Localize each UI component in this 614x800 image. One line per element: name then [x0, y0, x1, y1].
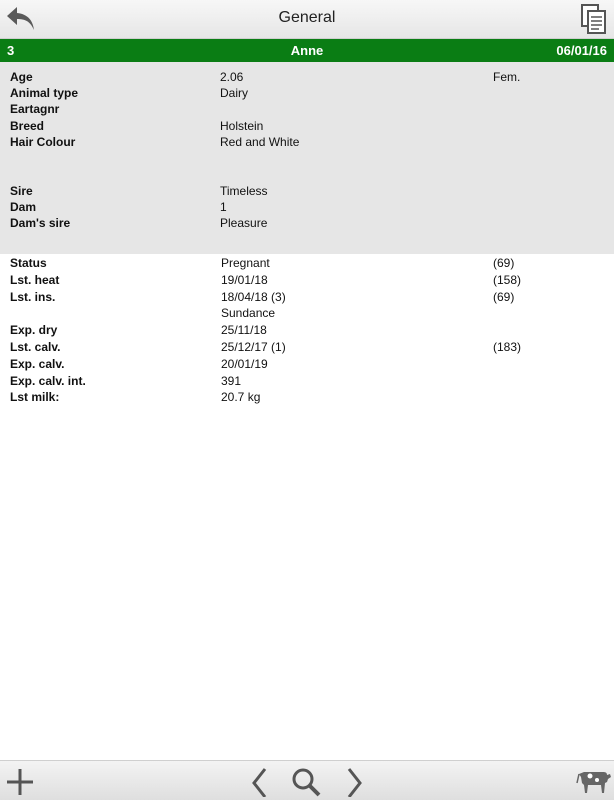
status-value: 391 — [221, 374, 242, 388]
info-label: Dam — [10, 200, 37, 214]
status-value: 20/01/19 — [221, 357, 268, 371]
info-value: Pleasure — [220, 216, 268, 230]
status-value: 19/01/18 — [221, 273, 268, 287]
animal-header-bar — [0, 39, 614, 62]
status-value: 18/04/18 (3) — [221, 290, 286, 304]
status-value: 25/12/17 (1) — [221, 340, 286, 354]
status-row-last-milk — [0, 389, 614, 405]
animal-number: 3 — [7, 43, 15, 58]
status-row-last-heat — [0, 272, 614, 288]
search-icon — [290, 765, 322, 797]
status-label: Lst milk: — [10, 390, 60, 404]
status-label: Lst. calv. — [10, 340, 61, 354]
info-extra: Fem. — [493, 70, 521, 84]
status-value: 20.7 kg — [221, 390, 261, 404]
top-bar — [0, 0, 614, 39]
info-value: Red and White — [220, 135, 300, 149]
info-value: Holstein — [220, 119, 264, 133]
info-label: Hair Colour — [10, 135, 76, 149]
info-row-dams-sire — [0, 215, 614, 231]
status-label: Lst. heat — [10, 273, 60, 287]
status-extra: (69) — [493, 256, 515, 270]
animal-date: 06/01/16 — [556, 43, 607, 58]
status-panel — [0, 254, 614, 414]
animal-info-panel — [0, 62, 614, 254]
info-row-breed — [0, 118, 614, 134]
status-row-last-calving — [0, 339, 614, 355]
info-value: Dairy — [220, 86, 249, 100]
status-row-expected-calving-interval — [0, 373, 614, 389]
cow-button[interactable] — [576, 765, 612, 797]
info-row-eartagnr — [0, 101, 614, 117]
info-row-age — [0, 69, 614, 85]
search-button[interactable] — [290, 765, 322, 797]
add-button[interactable] — [4, 765, 36, 797]
status-extra: (158) — [493, 273, 522, 287]
info-label: Breed — [10, 119, 45, 133]
cow-icon — [576, 765, 612, 797]
status-row-last-insemination — [0, 289, 614, 305]
info-label: Age — [10, 70, 33, 84]
info-row-dam — [0, 199, 614, 215]
status-label: Status — [10, 256, 47, 270]
info-row-animal-type — [0, 85, 614, 101]
status-value: Pregnant — [221, 256, 270, 270]
status-label: Exp. calv. — [10, 357, 65, 371]
info-label: Dam's sire — [10, 216, 71, 230]
info-label: Sire — [10, 184, 33, 198]
info-value: Timeless — [220, 184, 268, 198]
info-row-sire — [0, 183, 614, 199]
status-extra: (183) — [493, 340, 522, 354]
next-button[interactable] — [338, 765, 370, 797]
previous-button[interactable] — [244, 765, 276, 797]
chevron-right-icon — [338, 765, 370, 797]
status-label: Lst. ins. — [10, 290, 56, 304]
status-extra: (69) — [493, 290, 515, 304]
info-value: 2.06 — [220, 70, 244, 84]
status-value: Sundance — [221, 306, 276, 320]
copy-button[interactable] — [580, 3, 608, 35]
chevron-left-icon — [244, 765, 276, 797]
status-label: Exp. dry — [10, 323, 58, 337]
copy-document-icon — [580, 3, 608, 35]
status-row-status — [0, 255, 614, 271]
animal-name: Anne — [290, 43, 324, 58]
status-value: 25/11/18 — [221, 323, 267, 337]
status-row-expected-dry — [0, 322, 614, 338]
info-value: 1 — [220, 200, 227, 214]
status-label: Exp. calv. int. — [10, 374, 86, 388]
status-row-insemination-bull — [0, 305, 614, 321]
page-title: General — [278, 9, 336, 26]
status-row-expected-calving — [0, 356, 614, 372]
info-row-hair-colour — [0, 134, 614, 150]
bottom-toolbar — [0, 760, 614, 800]
info-label: Eartagnr — [10, 102, 60, 116]
plus-icon — [4, 765, 36, 797]
info-label: Animal type — [10, 86, 79, 100]
